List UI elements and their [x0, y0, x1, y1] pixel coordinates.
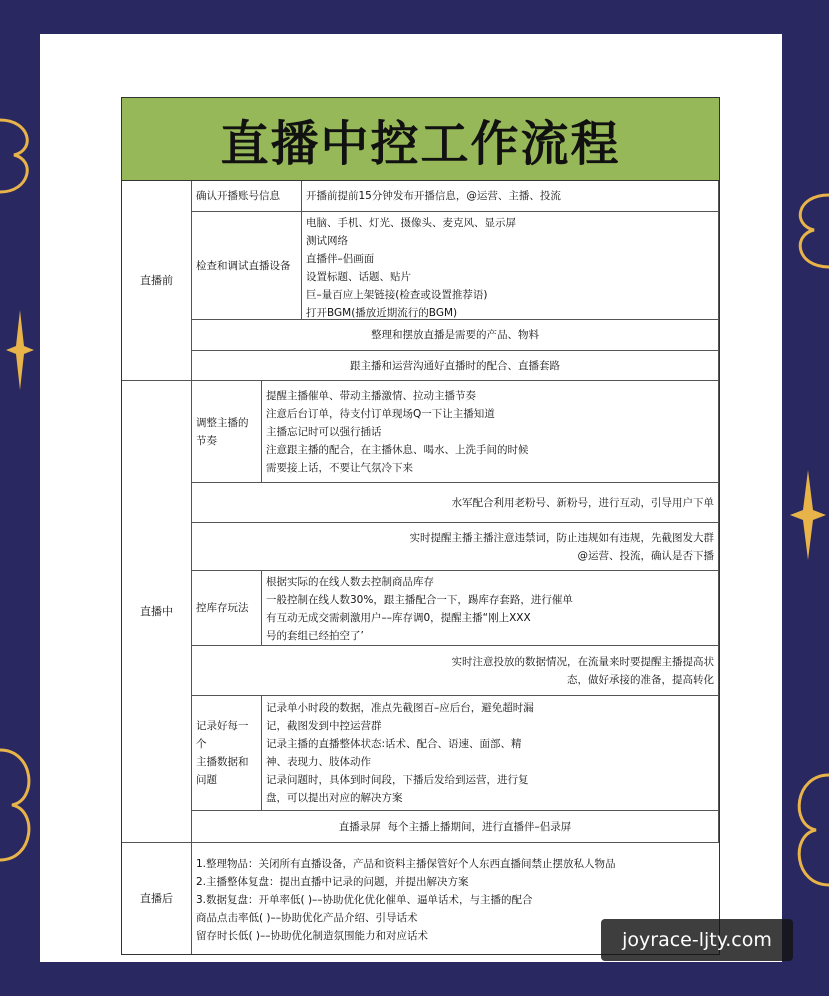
content-line: 记，截图发到中控运营群	[266, 720, 382, 732]
content-line: 注意跟主播的配合，在主播休息、喝水、上洗手间的时候	[266, 444, 529, 456]
content-line: 实时注意投放的数据情况，在流量来时要提醒主播提高状	[451, 655, 714, 668]
label-line: 主播数据和	[196, 756, 249, 768]
decor-cloud-right-bottom	[784, 760, 829, 900]
section-label-during: 直播中	[122, 381, 192, 843]
row-label-device-check: 检查和调试直播设备	[192, 212, 302, 320]
decor-cloud-right-top	[784, 185, 829, 275]
row-content-inventory-control	[262, 571, 719, 646]
content-line: 一般控制在线人数30%，跟主播配合一下，踢库存套路，进行催单	[266, 594, 573, 606]
content-line: 根据实际的在线人数去控制商品库存	[266, 576, 434, 588]
content-line: 2.主播整体复盘：提出直播中记录的问题，并提出解决方案	[196, 876, 469, 888]
row-content-screen-record: 直播录屏 每个主播上播期间，进行直播伴–侣录屏	[192, 811, 719, 843]
label-line: 个	[196, 738, 207, 750]
decor-cloud-left-bottom	[0, 730, 40, 880]
content-line: 商品点击率低( )––协助优化产品介绍、引导话术	[196, 912, 418, 924]
content-line: 号的套组已经拍空了’	[266, 630, 364, 642]
content-line: 记录主播的直播整体状态:话术、配合、语速、面部、精	[266, 738, 522, 750]
content-line: 电脑、手机、灯光、摄像头、麦克风、显示屏	[306, 217, 516, 229]
decor-star-right	[790, 470, 826, 560]
row-content-account-info	[302, 181, 719, 212]
section-label-before: 直播前	[122, 181, 192, 381]
row-content-device-check	[302, 212, 719, 320]
content-line: 神、表现力、肢体动作	[266, 756, 371, 768]
row-content-banned-words	[192, 523, 719, 571]
content-line: 测试网络	[306, 235, 348, 247]
row-label-adjust-rhythm	[192, 381, 262, 483]
content-line: 巨–量百应上架链接(检查或设置推荐语)	[306, 289, 488, 301]
content-line: 实时提醒主播主播注意违禁词，防止违规如有违规，先截图发大群	[409, 531, 714, 544]
decor-star-left	[6, 310, 34, 390]
content-line: 开播前提前15分钟发布开播信息，@运营、主播、投流	[306, 190, 561, 202]
content-line: 留存时长低( )––协助优化制造氛围能力和对应话术	[196, 930, 429, 942]
label-line: 问题	[196, 774, 217, 786]
page-title: 直播中控工作流程	[122, 98, 719, 181]
content-line: 直播伴–侣画面	[306, 253, 375, 265]
content-line: 注意后台订单，待支付订单现场Q一下让主播知道	[266, 408, 495, 420]
row-content-fan-accounts	[192, 483, 719, 523]
content-line: 记录问题时，具体到时间段，下播后发给到运营，进行复	[266, 774, 529, 786]
row-label-inventory-control: 控库存玩法	[192, 571, 262, 646]
row-label-account-info: 确认开播账号信息	[192, 181, 302, 212]
workflow-table	[121, 97, 720, 955]
row-label-record-data	[192, 696, 262, 811]
watermark: joyrace-ljty.com	[601, 919, 793, 961]
content-line: 3.数据复盘：开单率低( )––协助优化优化催单、逼单话术，与主播的配合	[196, 894, 533, 906]
row-content-adjust-rhythm	[262, 381, 719, 483]
content-line: 1.整理物品：关闭所有直播设备，产品和资料主播保管好个人东西直播间禁止摆放私人物品	[196, 858, 616, 870]
label-line: 调整主播的	[196, 416, 249, 429]
content-line: 需要接上话，不要让气氛冷下来	[266, 462, 413, 474]
content-line: 有互动无成交需刺激用户––库存调0，提醒主播“刚上XXX	[266, 612, 531, 624]
content-line: 态，做好承接的准备，提高转化	[567, 673, 714, 686]
row-content-record-data	[262, 696, 719, 811]
content-line: 设置标题、话题、贴片	[306, 271, 411, 283]
content-line: 提醒主播催单、带动主播激情、拉动主播节奏	[266, 390, 476, 402]
row-content-traffic-data	[192, 646, 719, 696]
content-line: 打开BGM(播放近期流行的BGM)	[306, 307, 458, 319]
content-line: 水军配合利用老粉号、新粉号，进行互动，引导用户下单	[451, 496, 714, 509]
section-label-after: 直播后	[122, 843, 192, 954]
content-line: 主播忘记时可以强行插话	[266, 426, 382, 438]
content-line: 盘，可以提出对应的解决方案	[266, 792, 403, 804]
label-line: 记录好每一	[196, 720, 249, 732]
content-line: @运营、投流，确认是否下播	[577, 549, 714, 562]
label-line: 节奏	[196, 434, 217, 447]
row-content-coordination: 跟主播和运营沟通好直播时的配合、直播套路	[192, 351, 719, 381]
content-line: 记录单小时段的数据，准点先截图百–应后台，避免超时漏	[266, 702, 534, 714]
row-content-products-materials: 整理和摆放直播是需要的产品、物料	[192, 320, 719, 351]
decor-cloud-left-top	[0, 110, 40, 200]
